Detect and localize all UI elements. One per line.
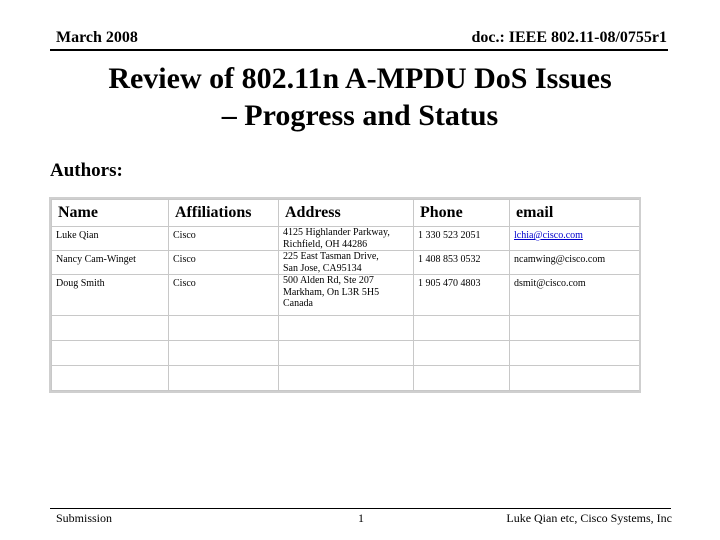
table-row (52, 251, 640, 275)
column-header-phone: Phone (414, 200, 510, 227)
email-link[interactable]: lchia@cisco.com (514, 230, 583, 241)
authors-table-frame (49, 197, 641, 393)
address-line: 225 East Tasman Drive, (283, 251, 379, 262)
author-phone: 1 408 853 0532 (414, 251, 510, 275)
author-name: Doug Smith (52, 275, 169, 316)
author-email (510, 227, 640, 251)
slide-title (40, 60, 680, 134)
table-row-empty (52, 316, 640, 341)
header-divider (50, 49, 668, 51)
authors-label: Authors: (50, 160, 123, 181)
header-date: March 2008 (56, 29, 138, 46)
address-line: 500 Alden Rd, Ste 207 (283, 275, 374, 286)
column-header-affiliations: Affiliations (169, 200, 279, 227)
slide-title-line-2: – Progress and Status (221, 99, 499, 132)
column-header-address: Address (279, 200, 414, 227)
authors-table (51, 199, 640, 391)
column-header-name: Name (52, 200, 169, 227)
table-row-empty (52, 366, 640, 391)
author-phone: 1 330 523 2051 (414, 227, 510, 251)
author-email: dsmit@cisco.com (510, 275, 640, 316)
author-address (279, 251, 414, 275)
footer-submission: Submission (56, 511, 113, 525)
column-header-email: email (510, 200, 640, 227)
author-name: Nancy Cam-Winget (52, 251, 169, 275)
table-row-empty (52, 341, 640, 366)
author-affiliation: Cisco (169, 227, 279, 251)
author-address (279, 227, 414, 251)
address-line: Richfield, OH 44286 (283, 238, 368, 250)
table-row (52, 275, 640, 316)
address-line: Canada (283, 298, 313, 309)
slide-title-line-1: Review of 802.11n A-MPDU DoS Issues (108, 62, 612, 95)
footer-author-org: Luke Qian etc, Cisco Systems, Inc (506, 511, 672, 525)
footer-divider (50, 508, 671, 509)
page-number: 1 (358, 511, 364, 525)
address-line: San Jose, CA95134 (283, 262, 362, 274)
author-phone: 1 905 470 4803 (414, 275, 510, 316)
address-line: 4125 Highlander Parkway, (283, 227, 390, 238)
author-affiliation: Cisco (169, 251, 279, 275)
table-row (52, 227, 640, 251)
author-name: Luke Qian (52, 227, 169, 251)
header-doc-id: doc.: IEEE 802.11-08/0755r1 (471, 29, 667, 46)
author-affiliation: Cisco (169, 275, 279, 316)
address-line: Markham, On L3R 5H5 (283, 286, 380, 298)
author-address (279, 275, 414, 316)
author-email: ncamwing@cisco.com (510, 251, 640, 275)
table-header-row (52, 200, 640, 227)
